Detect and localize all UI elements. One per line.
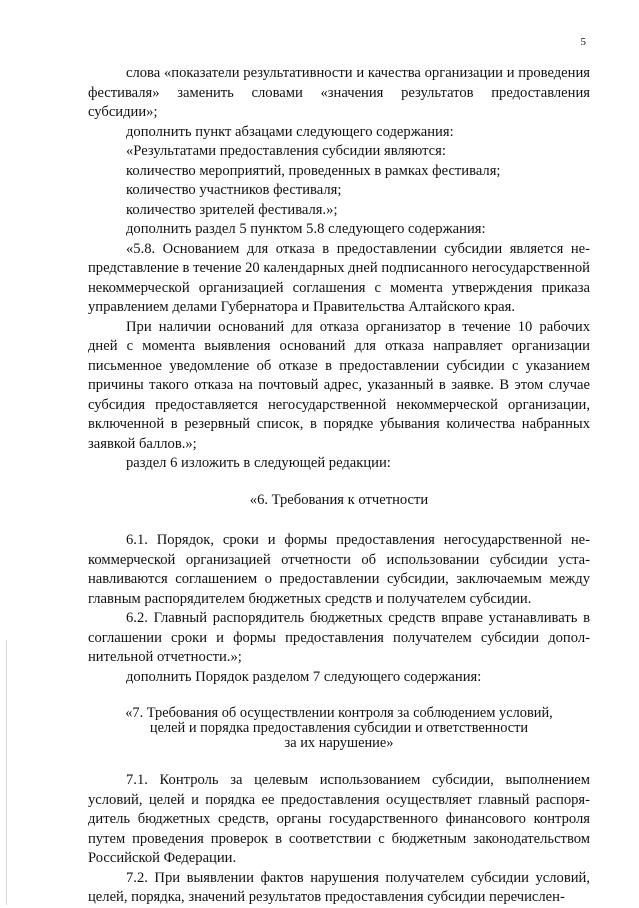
paragraph: дополнить раздел 5 пунктом 5.8 следующего содержания: (126, 221, 486, 237)
paragraph: При наличии оснований для отказа организатор в течение 10 рабочих дней с момента выявления оснований для отказа направляет организации письменное уведомление об отказе в предоставлении субсидии с указанием причины такого отказа на почтовый адрес, указанный в заявке. В этом случае субсидия предоставляется негосударственной некоммерческой организации, включенной в резервный список, в порядке убывания количества набранных заявкой баллов.»; (88, 318, 590, 452)
section-7-heading-line: «7. Требования об осуществлении контроля за соблюдением условий, (125, 705, 553, 721)
paragraph: 6.2. Главный распорядитель бюджетных средств вправе устанавливать в соглашении сроки и формы предоставления получателем субсидии дополнительной отчетности.»; (88, 610, 590, 665)
paragraph: количество участников фестиваля; (126, 182, 342, 198)
section-7-heading-line: целей и порядка предоставления субсидии и ответственности (149, 719, 529, 736)
paragraph: «5.8. Основанием для отказа в предоставлении субсидии является непредставление в течение 20 календарных дней подписанного негосударственной некоммерческой организацией соглашения с момента утверждения приказа управлением делами Губернатора и Правительства Алтайского края. (88, 240, 590, 315)
page-number: 5 (580, 36, 586, 48)
section-7-heading-line: за их нарушение» (284, 734, 394, 751)
paragraph: слова «показатели результативности и качества организации и проведения фестиваля» заменить словами «значения результатов предоставления субсидии»; (88, 65, 590, 120)
paragraph: дополнить пункт абзацами следующего содержания: (126, 123, 454, 140)
scan-edge-line (6, 640, 7, 905)
paragraph: 7.2. При выявлении фактов нарушения получателем субсидии условий, целей, порядка, значений результатов предоставления субсидии перечислен- (88, 869, 590, 906)
paragraph: количество зрителей фестиваля.»; (126, 201, 338, 218)
document-body (88, 64, 590, 908)
paragraph: количество мероприятий, проведенных в рамках фестиваля; (126, 162, 501, 179)
paragraph: раздел 6 изложить в следующей редакции: (126, 455, 391, 471)
paragraph: 6.1. Порядок, сроки и формы предоставления негосударственной некоммерческой организацией отчетности об использовании субсидии устанавливаются соглашением о предоставлении субсидии, заключаемым между главным распорядителем бюджетных средств и получателем субсидии. (88, 532, 590, 607)
section-7-heading (88, 706, 590, 750)
section-6-heading: «6. Требования к отчетности (249, 491, 429, 508)
paragraph: «Результатами предоставления субсидии являются: (126, 143, 446, 159)
paragraph: дополнить Порядок разделом 7 следующего содержания: (126, 668, 482, 685)
paragraph: 7.1. Контроль за целевым использованием субсидии, выполнением условий, целей и порядка ее предоставления осуществляет главный распорядитель бюджетных средств, органы государственного финансового контроля путем проведения проверок в соответствии с бюджетным законодательством Российской Федерации. (88, 772, 590, 867)
